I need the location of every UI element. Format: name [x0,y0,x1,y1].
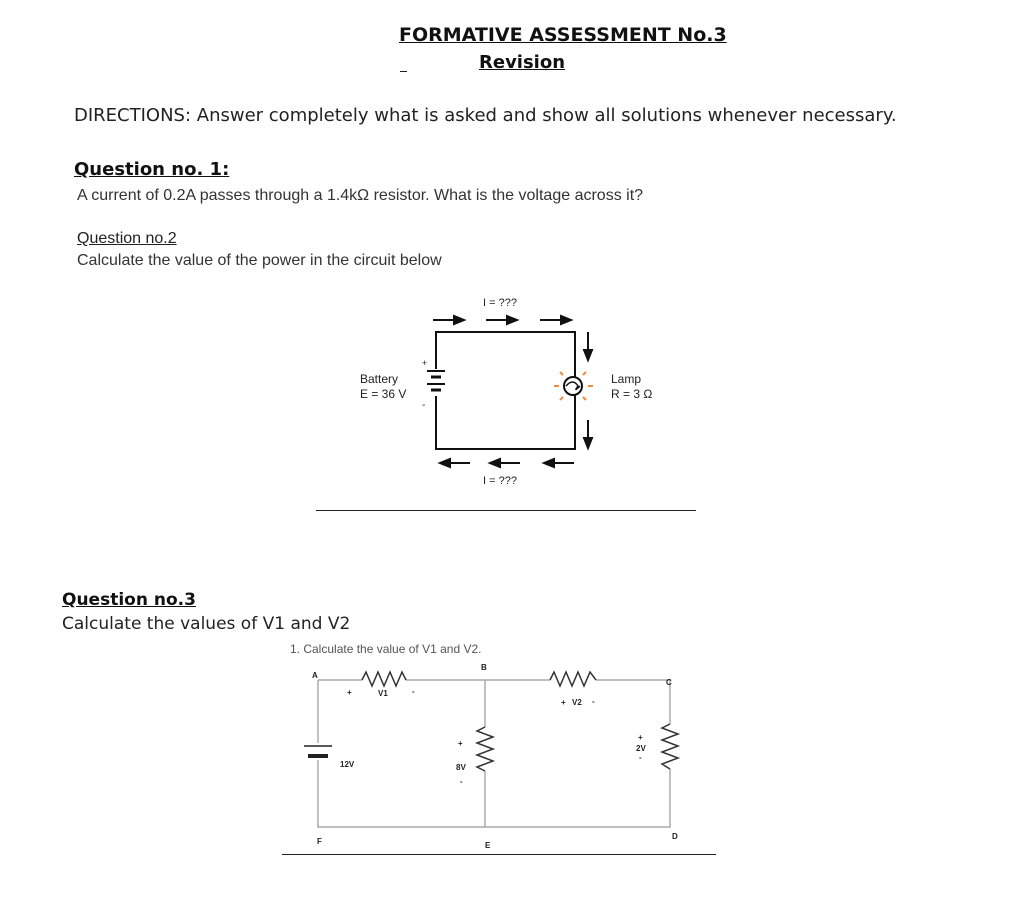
lamp-value: R = 3 Ω [611,387,653,401]
node-d-label: D [672,832,678,841]
v2-minus: - [592,697,595,706]
source-label: 12V [340,760,355,769]
v1-plus: + [347,688,352,697]
page-title: FORMATIVE ASSESSMENT No.3 [399,24,727,46]
middle-drop-label: 8V [456,763,466,772]
v2-plus: + [561,698,566,707]
lamp-label: Lamp [611,372,642,386]
subtitle-dash [400,71,407,72]
v1-minus: - [412,687,415,696]
current-arrow-right-icon [433,316,464,324]
current-arrow-right-icon [486,316,517,324]
directions-text: DIRECTIONS: Answer completely what is asked and show all solutions whenever necessary. [74,105,897,126]
node-b-label: B [481,663,487,672]
current-arrow-left-icon [544,459,574,467]
middle-drop-minus: - [460,777,463,786]
battery-symbol [304,746,332,756]
battery-label: Battery [360,372,399,386]
battery-value: E = 36 V [360,387,407,401]
right-drop-plus: + [638,733,643,742]
v1-label: V1 [378,689,388,698]
node-c-label: C [666,678,672,687]
battery-minus-sign: - [422,400,426,411]
right-drop-label: 2V [636,744,646,753]
series-parallel-circuit-diagram [280,636,720,861]
node-f-label: F [317,837,322,846]
circuit-wire [436,332,575,377]
simple-circuit-diagram [340,290,680,490]
current-arrow-right-icon [540,316,571,324]
battery-symbol [427,371,445,390]
current-arrow-down-icon [584,332,592,360]
lamp-icon [554,372,593,400]
circuit-wire [436,394,575,449]
question-2-heading: Question no.2 [77,230,177,247]
node-a-label: A [312,671,318,680]
current-bottom-label: I = ??? [483,475,517,487]
answer-line [282,854,716,855]
right-drop-minus: - [639,753,642,762]
resistor-v2 [550,672,596,686]
resistor-right [662,724,678,769]
page-subtitle: Revision [479,52,566,73]
question-2-text: Calculate the value of the power in the circuit below [77,252,442,269]
question-1-text: A current of 0.2A passes through a 1.4kΩ resistor. What is the voltage across it? [77,187,644,204]
circuit-wire [596,680,670,724]
answer-line [316,510,696,511]
middle-drop-plus: + [458,739,463,748]
circuit-wire [318,760,670,827]
current-arrow-down-icon [584,420,592,448]
current-arrow-left-icon [440,459,470,467]
resistor-middle [477,727,493,771]
battery-plus-sign: + [422,358,428,368]
resistor-v1 [362,672,406,686]
question-3-text: Calculate the values of V1 and V2 [62,614,351,634]
v2-label: V2 [572,698,582,707]
question-3-heading: Question no.3 [62,590,196,610]
node-e-label: E [485,841,491,850]
current-arrow-left-icon [490,459,520,467]
current-top-label: I = ??? [483,297,517,309]
question-1-heading: Question no. 1: [74,159,230,180]
circuit-instruction: 1. Calculate the value of V1 and V2. [290,642,482,656]
